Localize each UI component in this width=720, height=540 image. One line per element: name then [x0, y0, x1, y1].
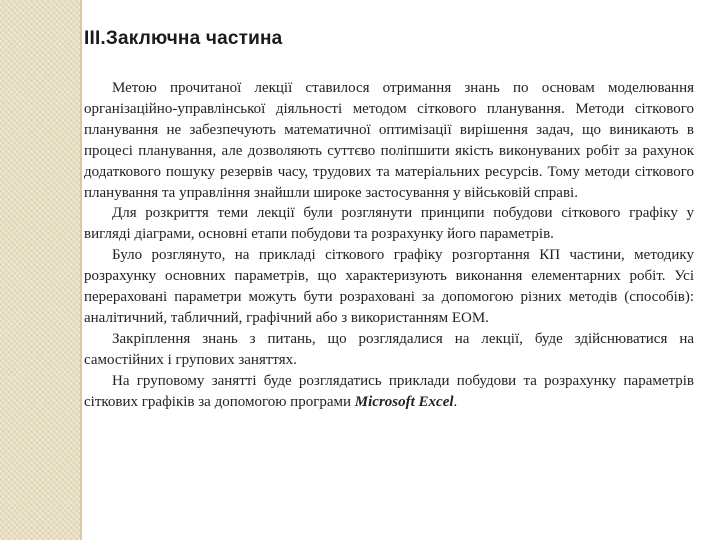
software-name: Microsoft Excel: [354, 393, 454, 410]
paragraph-5-text: На груповому занятті буде розглядатись приклади побудови та розрахунку параметрів сіткових графіків за допомогою програми: [84, 372, 694, 410]
paragraph-2: Для розкриття теми лекції були розглянути принципи побудови сіткового графіку у вигляді діаграми, основні етапи побудови та розрахунку його параметрів.: [84, 205, 694, 243]
paragraph-1: Метою прочитаної лекції ставилося отримання знань по основам моделювання організаційно-управлінської діяльності методом сіткового планування. Методи сіткового планування не забезпечують математичної оптимізації вирішення задач, що виникають в процесі планування, але дозволяють суттєво поліпшити якість виконуваних робіт за рахунок додаткового пошуку резервів часу, трудових та матеріальних ресурсів. Тому методи сіткового планування та управління знайшли широке застосування у військовій справі.: [84, 80, 694, 201]
paragraph-5: [84, 371, 694, 413]
body-text: [84, 78, 694, 413]
section-title: ІІІ.Заключна частина: [84, 28, 283, 49]
paragraph-5-end: .: [453, 393, 458, 410]
paragraph-3: Було розглянуто, на прикладі сіткового графіку розгортання КП частини, методику розрахунку основних параметрів, що характеризують виконання елементарних робіт. Усі перераховані параметри можуть бути розраховані за допомогою різних методів (способів): аналітичний, табличний, графічний або з використанням ЕОМ.: [84, 247, 694, 326]
paragraph-4: Закріплення знань з питань, що розглядалися на лекції, буде здійснюватися на самостійних і групових заняттях.: [84, 330, 694, 368]
decorative-side-band: [0, 0, 80, 540]
side-band-edge: [80, 0, 82, 540]
